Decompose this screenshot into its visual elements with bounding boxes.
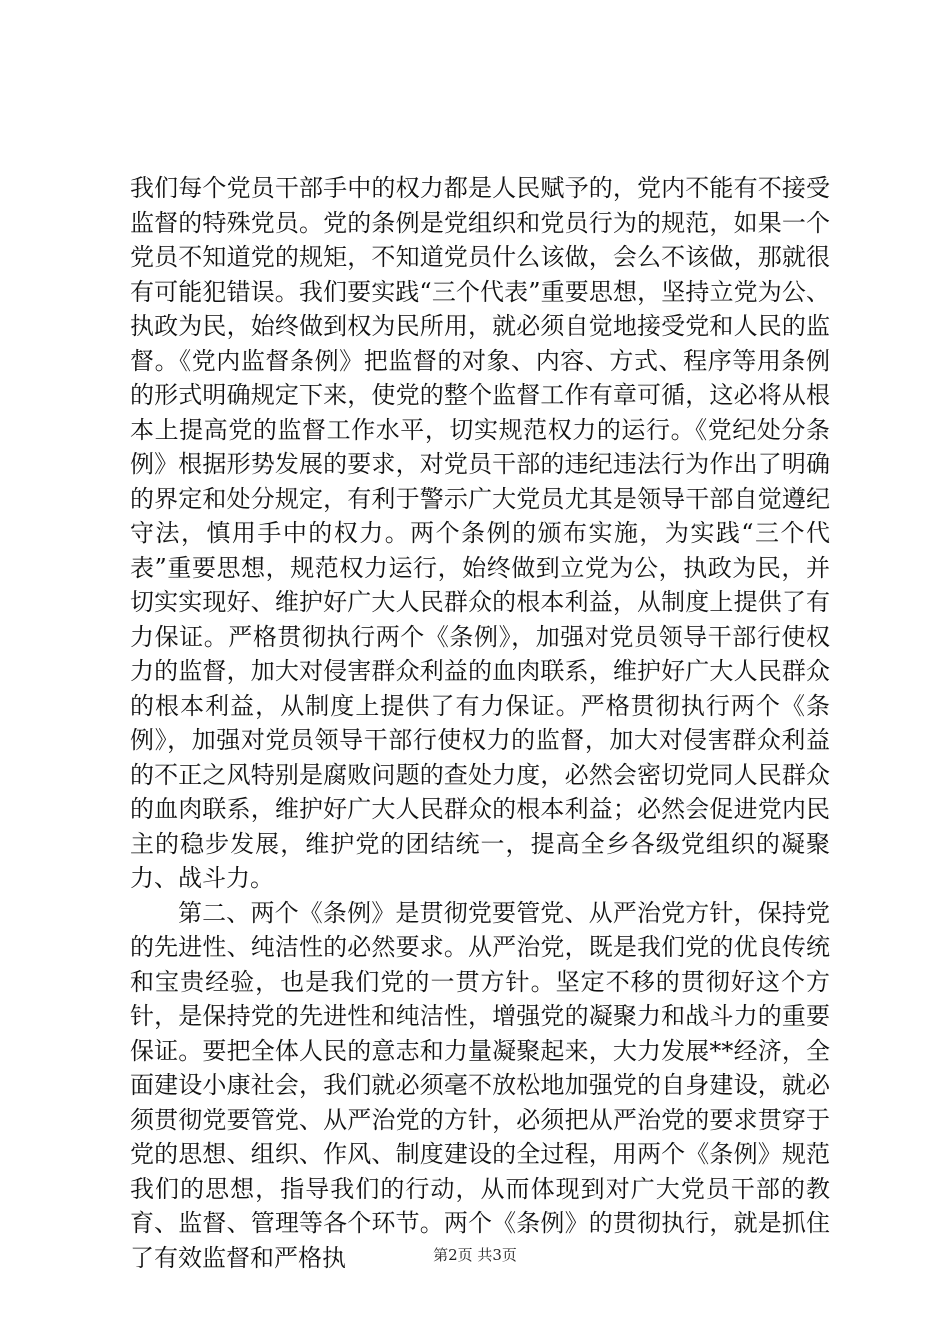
page-number: 第2页 共3页	[433, 1246, 517, 1264]
paragraph-2: 第二、两个《条例》是贯彻党要管党、从严治党方针，保持党的先进性、纯洁性的必然要求。从严治党，既是我们党的优良传统和宝贵经验，也是我们党的一贯方针。坚定不移的贯彻好这个方针，是保持党的先进性和纯洁性，增强党的凝聚力和战斗力的重要保证。要把全体人民的意志和力量凝聚起来，大力发展**经济，全面建设小康社会，我们就必须毫不放松地加强党的自身建设，就必须贯彻党要管党、从严治党的方针，必须把从严治党的要求贯穿于党的思想、组织、作风、制度建设的全过程，用两个《条例》规范我们的思想，指导我们的行动，从而体现到对广大党员干部的教育、监督、管理等各个环节。两个《条例》的贯彻执行，就是抓住了有效监督和严格执	[130, 898, 830, 1272]
body-text	[130, 171, 830, 1275]
paragraph-1: 我们每个党员干部手中的权力都是人民赋予的，党内不能有不接受监督的特殊党员。党的条例是党组织和党员行为的规范，如果一个党员不知道党的规矩，不知道党员什么该做，会么不该做，那就很有可能犯错误。我们要实践“三个代表”重要思想，坚持立党为公、执政为民，始终做到权为民所用，就必须自觉地接受党和人民的监督。《党内监督条例》把监督的对象、内容、方式、程序等用条例的形式明确规定下来，使党的整个监督工作有章可循，这必将从根本上提高党的监督工作水平，切实规范权力的运行。《党纪处分条例》根据形势发展的要求，对党员干部的违纪违法行为作出了明确的界定和处分规定，有利于警示广大党员尤其是领导干部自觉遵纪守法，慎用手中的权力。两个条例的颁布实施，为实践“三个代表”重要思想，规范权力运行，始终做到立党为公，执政为民，并切实实现好、维护好广大人民群众的根本利益，从制度上提供了有力保证。严格贯彻执行两个《条例》，加强对党员领导干部行使权力的监督，加大对侵害群众利益的血肉联系，维护好广大人民群众的根本利益，从制度上提供了有力保证。严格贯彻执行两个《条例》，加强对党员领导干部行使权力的监督，加大对侵害群众利益的不正之风特别是腐败问题的查处力度，必然会密切党同人民群众的血肉联系，维护好广大人民群众的根本利益；必然会促进党内民主的稳步发展，维护党的团结统一，提高全乡各级党组织的凝聚力、战斗力。	[130, 174, 830, 892]
